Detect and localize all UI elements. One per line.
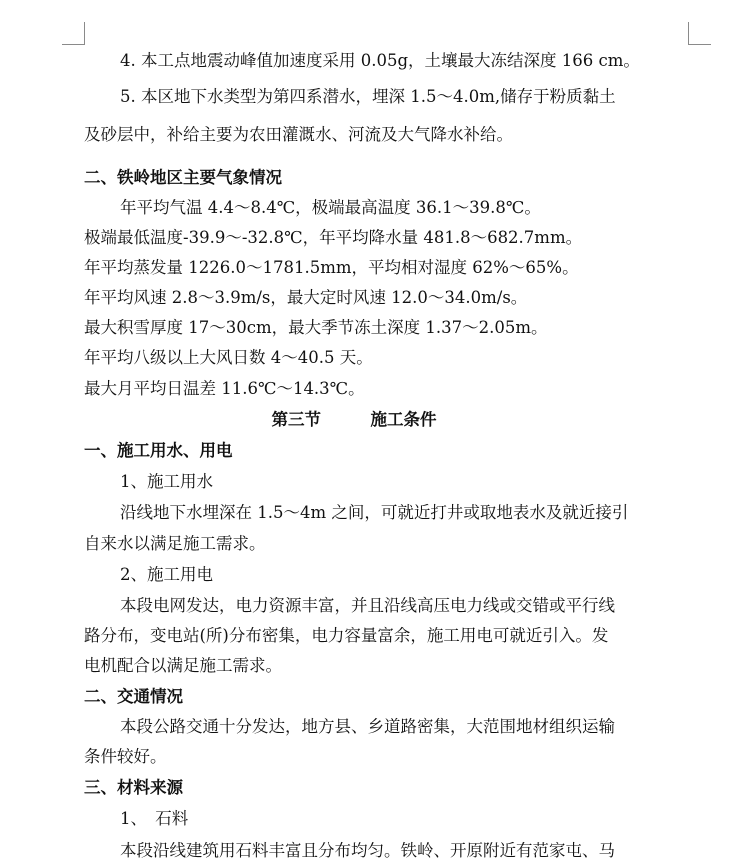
paragraph-line: 本段沿线建筑用石料丰富且分布均匀。铁岭、开原附近有范家屯、马 bbox=[120, 841, 615, 860]
subsection-heading: 1、施工用水 bbox=[120, 472, 213, 491]
paragraph-line: 5. 本区地下水类型为第四系潜水，埋深 1.5～4.0m,储存于粉质黏土 bbox=[120, 87, 616, 106]
paragraph-line: 年平均蒸发量 1226.0～1781.5mm，平均相对湿度 62%～65%。 bbox=[84, 258, 579, 277]
subsection-heading: 1、 石料 bbox=[120, 809, 189, 828]
paragraph-line: 最大月平均日温差 11.6℃～14.3℃。 bbox=[84, 379, 365, 398]
paragraph-line: 本段公路交通十分发达，地方县、乡道路密集，大范围地材组织运输 bbox=[120, 717, 615, 736]
page-corner-mark-top-left bbox=[62, 22, 85, 45]
section-heading: 二、交通情况 bbox=[84, 687, 183, 706]
paragraph-line: 4. 本工点地震动峰值加速度采用 0.05g，土壤最大冻结深度 166 cm。 bbox=[120, 51, 640, 70]
paragraph-line: 年平均气温 4.4～8.4℃，极端最高温度 36.1～39.8℃。 bbox=[120, 198, 541, 217]
paragraph-line: 年平均风速 2.8～3.9m/s，最大定时风速 12.0～34.0m/s。 bbox=[84, 288, 528, 307]
section-heading: 一、施工用水、用电 bbox=[84, 441, 233, 460]
paragraph-line: 极端最低温度-39.9～-32.8℃，年平均降水量 481.8～682.7mm。 bbox=[84, 228, 583, 247]
paragraph-line: 沿线地下水埋深在 1.5～4m 之间，可就近打井或取地表水及就近接引 bbox=[120, 503, 629, 522]
section-heading: 二、铁岭地区主要气象情况 bbox=[84, 168, 282, 187]
chapter-heading: 第三节 施工条件 bbox=[271, 410, 437, 429]
section-heading: 三、材料来源 bbox=[84, 778, 183, 797]
paragraph-line: 本段电网发达，电力资源丰富，并且沿线高压电力线或交错或平行线 bbox=[120, 596, 615, 615]
paragraph-line: 条件较好。 bbox=[84, 747, 167, 766]
paragraph-line: 年平均八级以上大风日数 4～40.5 天。 bbox=[84, 348, 373, 367]
page-corner-mark-top-right bbox=[688, 22, 711, 45]
paragraph-line: 路分布，变电站(所)分布密集，电力容量富余，施工用电可就近引入。发 bbox=[84, 626, 609, 645]
paragraph-line: 自来水以满足施工需求。 bbox=[84, 534, 266, 553]
paragraph-line: 电机配合以满足施工需求。 bbox=[84, 656, 282, 675]
subsection-heading: 2、施工用电 bbox=[120, 565, 213, 584]
paragraph-line: 最大积雪厚度 17～30cm，最大季节冻土深度 1.37～2.05m。 bbox=[84, 318, 548, 337]
paragraph-line: 及砂层中，补给主要为农田灌溉水、河流及大气降水补给。 bbox=[84, 125, 513, 144]
